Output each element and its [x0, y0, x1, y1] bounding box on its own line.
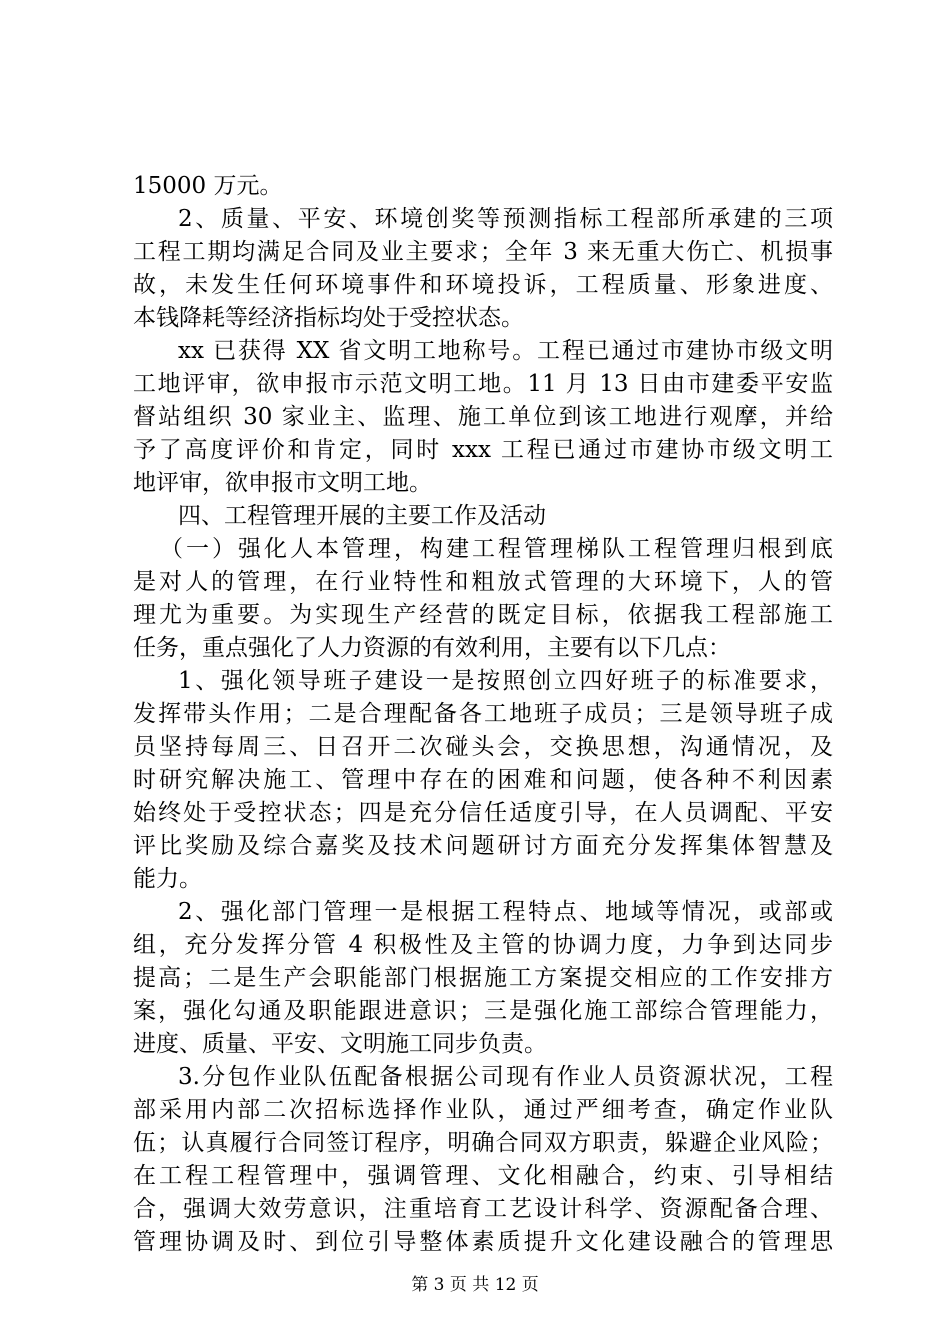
text-line: 进度、质量、平安、文明施工同步负责。	[133, 1031, 547, 1057]
text-line: 工程工期均满足合同及业主要求；全年 3 来无重大伤亡、机损事	[133, 239, 833, 265]
text-line: 任务，重点强化了人力资源的有效利用，主要有以下几点：	[133, 635, 731, 661]
text-line: 2、强化部门管理一是根据工程特点、地域等情况，或部或	[178, 899, 833, 925]
text-line: 发挥带头作用；二是合理配备各工地班子成员；三是领导班子成	[133, 701, 833, 727]
text-line: 部采用内部二次招标选择作业队，通过严细考查，确定作业队	[133, 1097, 833, 1123]
text-line: 3.分包作业队伍配备根据公司现有作业人员资源状况，工程	[178, 1064, 833, 1090]
text-line: 员坚持每周三、日召开二次碰头会，交换思想，沟通情况，及	[133, 734, 833, 760]
text-line: 管理协调及时、到位引导整体素质提升文化建设融合的管理思	[133, 1229, 833, 1255]
text-line: 是对人的管理，在行业特性和粗放式管理的大环境下，人的管	[133, 569, 833, 595]
text-line: 始终处于受控状态；四是充分信任适度引导，在人员调配、平安	[133, 800, 833, 826]
text-line: 合，强调大效劳意识，注重培育工艺设计科学、资源配备合理、	[133, 1196, 833, 1222]
text-line: 在工程工程管理中，强调管理、文化相融合，约束、引导相结	[133, 1163, 833, 1189]
text-line: 2、质量、平安、环境创奖等预测指标工程部所承建的三项	[178, 206, 833, 232]
text-line: 工地评审，欲申报市示范文明工地。11 月 13 日由市建委平安监	[133, 371, 833, 397]
text-line: 理尤为重要。为实现生产经营的既定目标，依据我工程部施工	[133, 602, 833, 628]
text-line: 故，未发生任何环境事件和环境投诉，工程质量、形象进度、	[133, 272, 833, 298]
text-line: 能力。	[133, 866, 202, 892]
text-line: 本钱降耗等经济指标均处于受控状态。	[133, 305, 524, 331]
text-line: （一）强化人本管理，构建工程管理梯队工程管理归根到底	[160, 536, 833, 562]
text-line: 组，充分发挥分管 4 积极性及主管的协调力度，力争到达同步	[133, 932, 833, 958]
text-line: 地评审，欲申报市文明工地。	[133, 470, 432, 496]
text-line: 1、强化领导班子建设一是按照创立四好班子的标准要求，	[178, 668, 833, 694]
page-number-footer: 第 3 页 共 12 页	[411, 1275, 539, 1295]
text-line: 予了高度评价和肯定，同时 xxx 工程已通过市建协市级文明工	[133, 437, 833, 463]
text-line: 评比奖励及综合嘉奖及技术问题研讨方面充分发挥集体智慧及	[133, 833, 833, 859]
text-line: 督站组织 30 家业主、监理、施工单位到该工地进行观摩，并给	[133, 404, 833, 430]
text-line: 15000 万元。	[133, 173, 283, 199]
section-heading: 四、工程管理开展的主要工作及活动	[178, 503, 546, 529]
text-line: xx 已获得 XX 省文明工地称号。工程已通过市建协市级文明	[178, 338, 833, 364]
text-line: 提高；二是生产会职能部门根据施工方案提交相应的工作安排方	[133, 965, 833, 991]
text-line: 时研究解决施工、管理中存在的困难和问题，使各种不利因素	[133, 767, 833, 793]
text-line: 案，强化勾通及职能跟进意识；三是强化施工部综合管理能力，	[133, 998, 833, 1024]
text-line: 伍；认真履行合同签订程序，明确合同双方职责，躲避企业风险；	[133, 1130, 833, 1156]
